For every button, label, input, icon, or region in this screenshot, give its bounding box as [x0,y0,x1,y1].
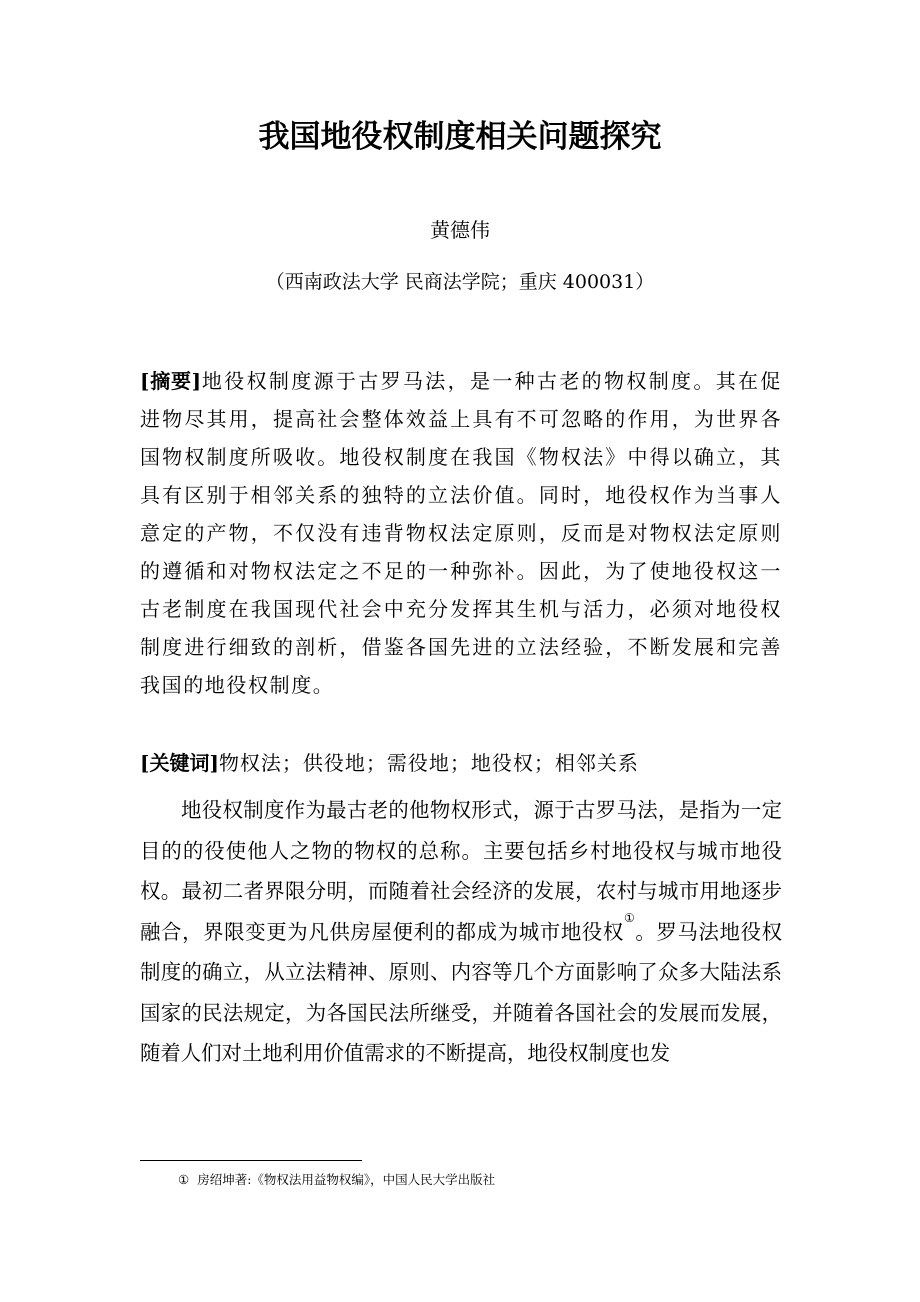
keywords-text: 物权法；供役地；需役地；地役权；相邻关系 [218,751,639,775]
body-text-part2: 。罗马法地役权制度的确立，从立法精神、原则、内容等几个方面影响了众多大陆法系国家的民法规定，为各国民法所继受，并随着各国社会的发展而发展，随着人们对土地利用价值需求的不断提高，地役权制度也发 [140,919,783,1065]
abstract-label: [摘要] [140,369,202,393]
author-name: 黄德伟 [430,218,490,242]
footnote-text: 房绍坤著:《物权法用益物权编》，中国人民大学出版社 [197,1172,496,1187]
keywords-label: [关键词] [140,751,219,775]
footnote [178,1170,778,1190]
body-text-part1: 地役权制度作为最古老的他物权形式，源于古罗马法，是指为一定目的的役使他人之物的物权的总称。主要包括乡村地役权与城市地役权。最初二者界限分明，而随着社会经济的发展，农村与城市用地逐步融合，界限变更为凡供房屋便利的都成为城市地役权 [140,798,782,944]
author-affiliation: （西南政法大学 民商法学院；重庆 400031） [265,271,655,293]
abstract-paragraph [140,362,782,704]
footnote-reference[interactable]: ① [623,910,636,925]
body-paragraph [140,790,782,1074]
paper-title: 我国地役权制度相关问题探究 [258,119,662,155]
footnote-divider [140,1160,362,1161]
abstract-text: 地役权制度源于古罗马法，是一种古老的物权制度。其在促进物尽其用，提高社会整体效益上具有不可忽略的作用，为世界各国物权制度所吸收。地役权制度在我国《物权法》中得以确立，其具有区别于相邻关系的独特的立法价值。同时，地役权作为当事人意定的产物，不仅没有违背物权法定原则，反而是对物权法定原则的遵循和对物权法定之不足的一种弥补。因此，为了使地役权这一古老制度在我国现代社会中充分发挥其生机与活力，必须对地役权制度进行细致的剖析，借鉴各国先进的立法经验，不断发展和完善我国的地役权制度。 [140,369,782,697]
keywords-line [140,744,782,782]
footnote-mark: ① [178,1172,190,1187]
